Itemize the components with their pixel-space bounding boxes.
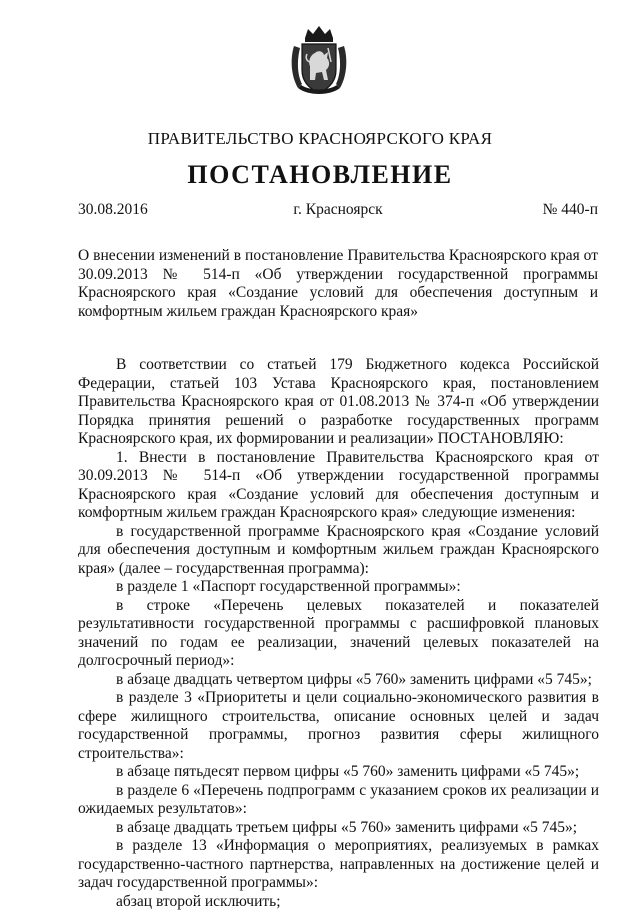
body-paragraph: 1. Внести в постановление Правительства Красноярского края от 30.09.2013 № 514-п «Об утверждении государственной программы Красноярского края «Создание условий для обеспечения доступным и комфортным жильем граждан Красноярского края» следующие изменения: bbox=[78, 449, 599, 523]
body-paragraph: в государственной программе Красноярского края «Создание условий для обеспечения доступным и комфортным жильем граждан Красноярского края» (далее – государственная программа): bbox=[78, 523, 599, 579]
body-paragraph: в абзаце пятьдесят первом цифры «5 760» заменить цифрами «5 745»; bbox=[78, 763, 599, 782]
body-paragraph: В соответствии со статьей 179 Бюджетного кодекса Российской Федерации, статьей 103 Устава Красноярского края, постановлением Правительства Красноярского края от 01.08.2013 № 374-п «Об утверждении Порядка принятия решений о разработке государственных программ Красноярского края, их формировании и реализации» ПОСТАНОВЛЯЮ: bbox=[78, 356, 599, 449]
body-paragraph: в разделе 6 «Перечень подпрограмм с указанием сроков их реализации и ожидаемых результатов»: bbox=[78, 782, 599, 819]
document-date: 30.08.2016 bbox=[78, 201, 148, 219]
document-body bbox=[78, 356, 599, 911]
body-paragraph: в строке «Перечень целевых показателей и показателей результативности государственной программы с расшифровкой плановых значений по годам ее реализации, значений целевых показателей на долгосрочный период»: bbox=[78, 597, 599, 671]
body-paragraph: в разделе 1 «Паспорт государственной программы»: bbox=[78, 578, 599, 597]
body-paragraph: в разделе 13 «Информация о мероприятиях, реализуемых в рамках государственно-частного партнерства, направленных на достижение целей и задач государственной программы»: bbox=[78, 837, 599, 893]
body-paragraph: в абзаце двадцать третьем цифры «5 760» заменить цифрами «5 745»; bbox=[78, 819, 599, 838]
body-paragraph: абзац второй исключить; bbox=[78, 893, 599, 911]
krasnoyarsk-coat-of-arms-icon bbox=[288, 24, 350, 98]
document-type-title: ПОСТАНОВЛЕНИЕ bbox=[0, 160, 640, 190]
document-caption: О внесении изменений в постановление Правительства Красноярского края от 30.09.2013 № 514-п «Об утверждении государственной программы Красноярского края «Создание условий для обеспечения доступным и комфортным жильем граждан Красноярского края» bbox=[78, 247, 598, 321]
body-paragraph: в абзаце двадцать четвертом цифры «5 760» заменить цифрами «5 745»; bbox=[78, 671, 599, 690]
document-meta-row bbox=[78, 201, 598, 221]
body-paragraph: в разделе 3 «Приоритеты и цели социально-экономического развития в сфере жилищного строительства, описание основных целей и задач государственной программы, прогноз развития сферы жилищного строительства»: bbox=[78, 689, 599, 763]
organization-title: ПРАВИТЕЛЬСТВО КРАСНОЯРСКОГО КРАЯ bbox=[0, 129, 640, 149]
document-number: № 440-п bbox=[543, 201, 598, 219]
document-city: г. Красноярск bbox=[78, 201, 598, 219]
